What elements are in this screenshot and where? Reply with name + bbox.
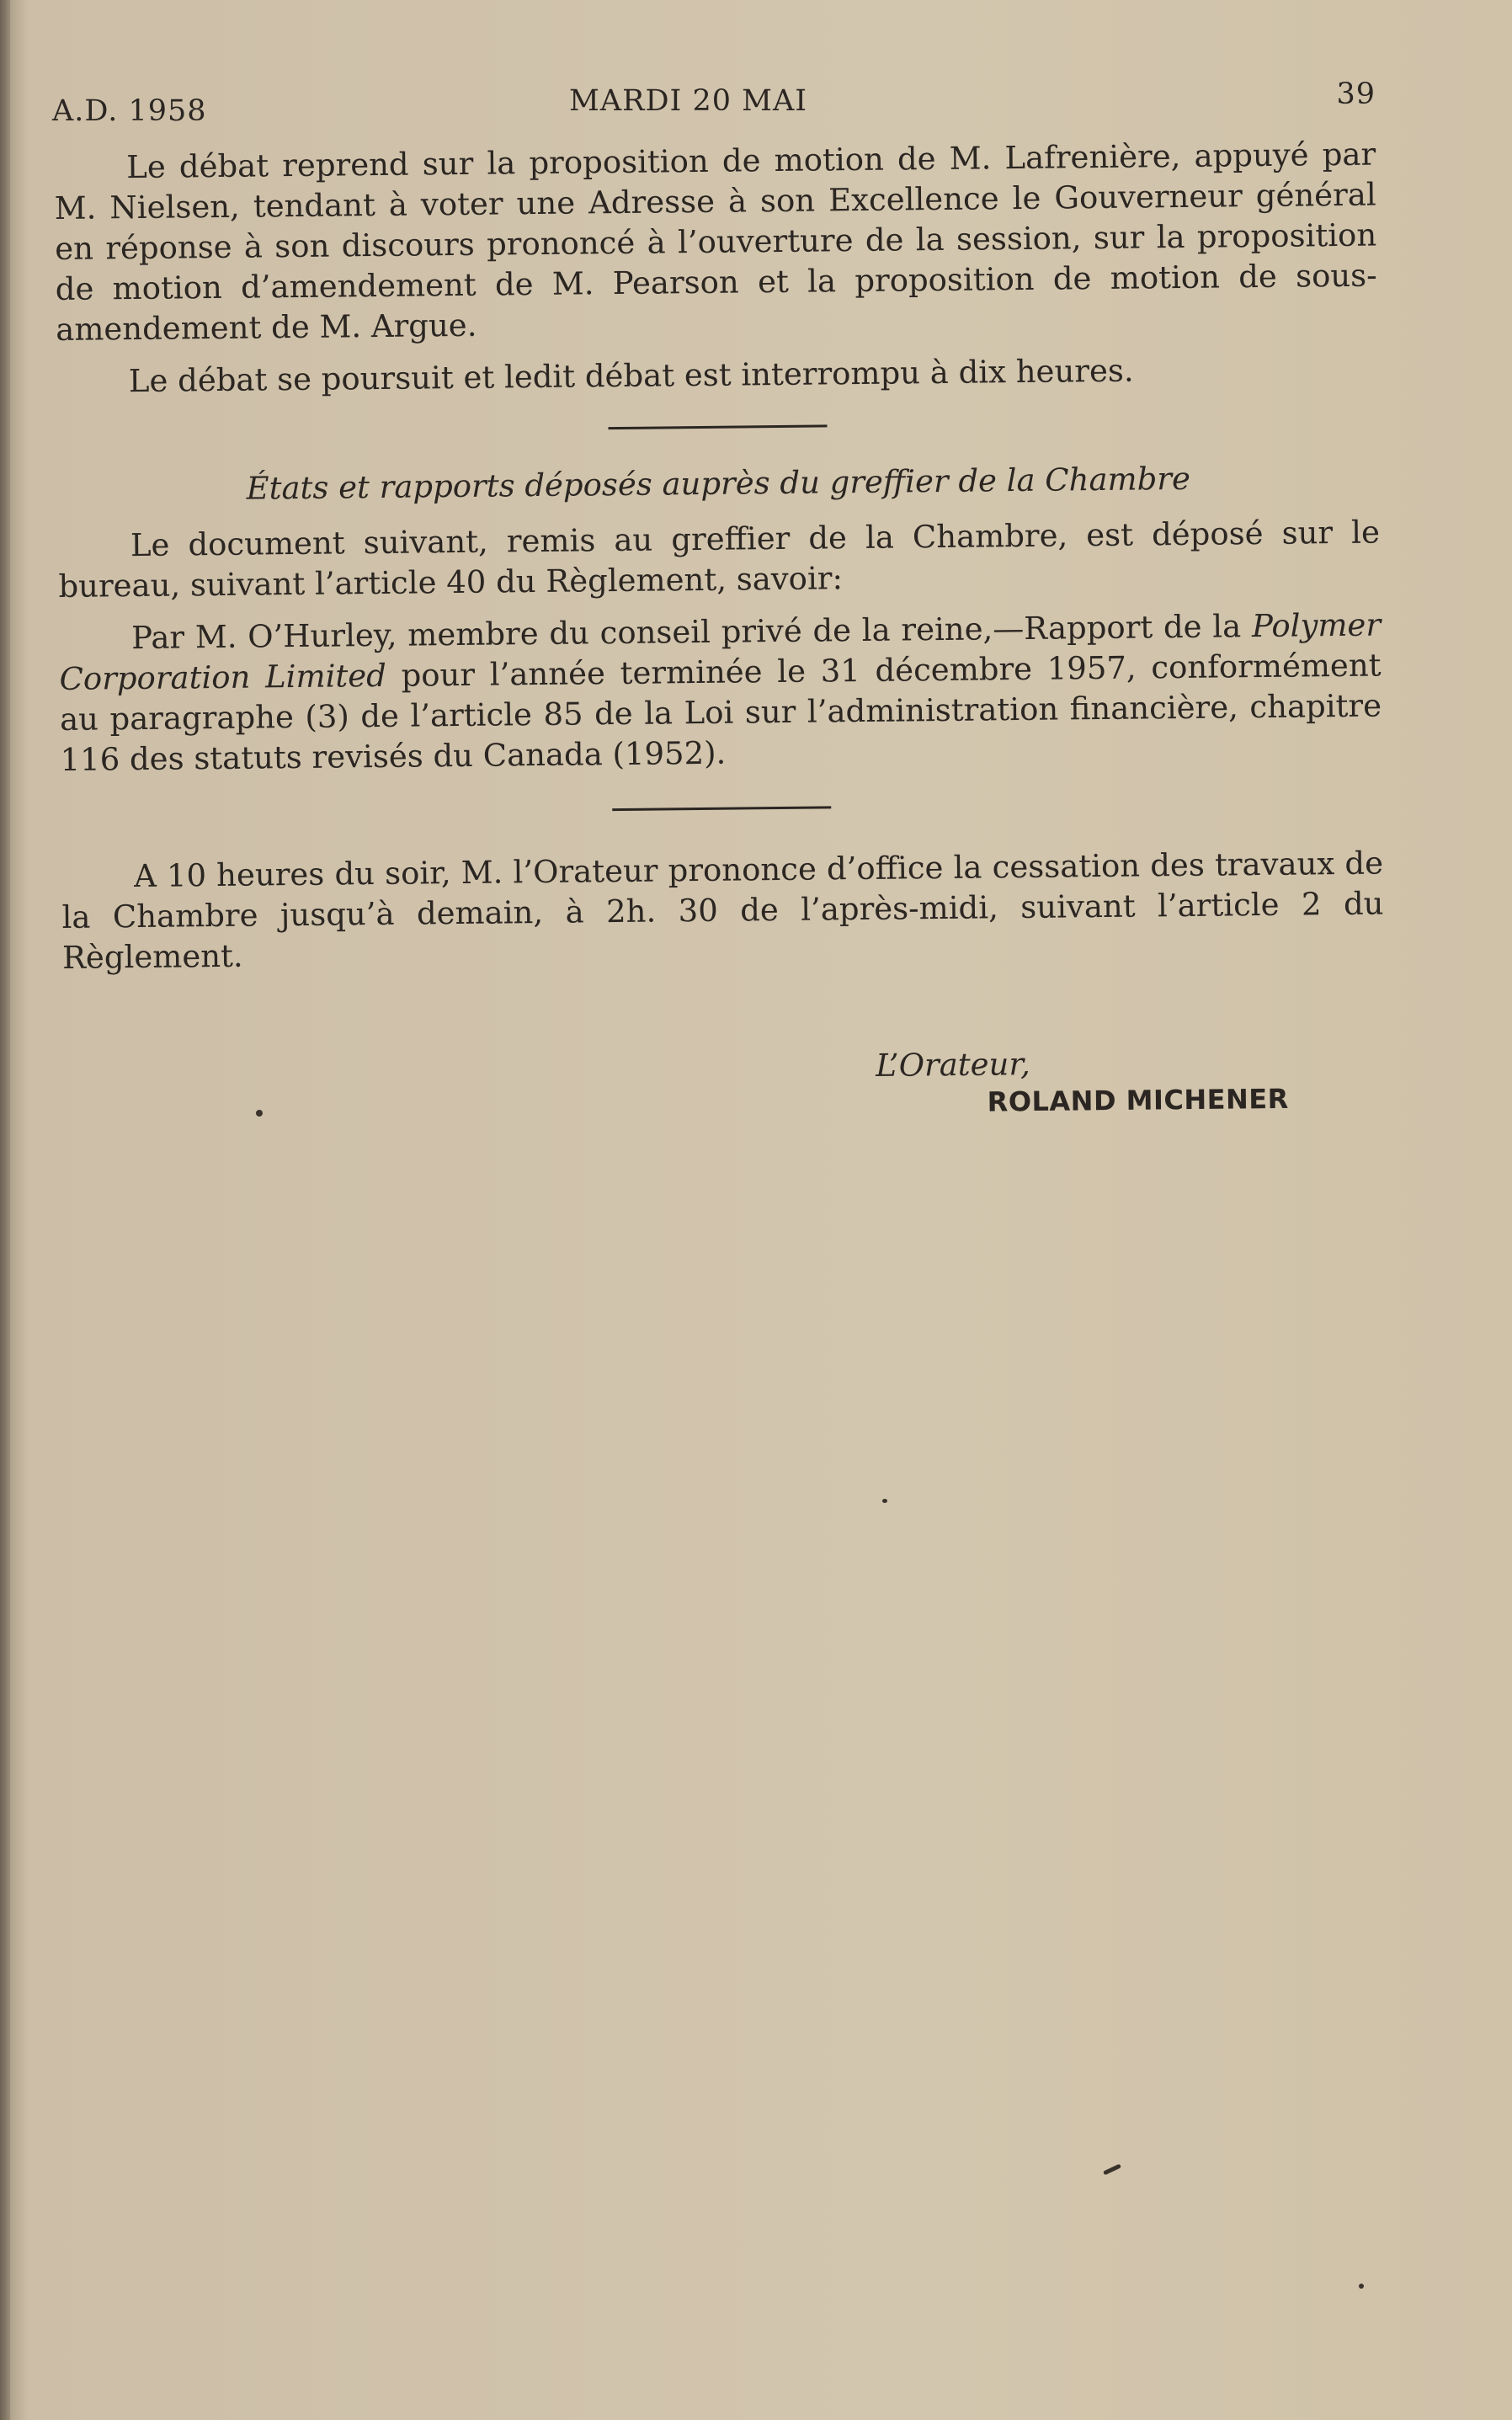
paper-speck: [882, 1499, 887, 1503]
section-divider: [609, 424, 828, 429]
section-heading: États et rapports déposés auprès du greffier de la Chambre: [246, 460, 1191, 507]
report-text-end: pour l’année terminée le 31 décembre 1957, conformément au paragraphe (3) de l’article 85 de la Loi sur l’administration financière, chapitre 116 des statuts revisés du Canada (1952).: [59, 647, 1382, 778]
paper-speck: [1359, 2284, 1364, 2289]
signature-block: [876, 1042, 1382, 1122]
book-spine-shadow: [0, 0, 10, 2420]
journal-entries: [54, 135, 1384, 990]
page-number: 39: [1336, 77, 1376, 111]
paragraph-debate-interrupted: Le débat se poursuit et ledit débat est interrompu à dix heures.: [128, 352, 1134, 400]
header-date: MARDI 20 MAI: [569, 84, 808, 118]
paragraph-report: [59, 605, 1382, 781]
paragraph-adjournment: A 10 heures du soir, M. l’Orateur prononce d’office la cessation des travaux de la Chambre jusqu’à demain, à 2h. 30 de l’après-midi, suivant l’article 2 du Règlement.: [61, 845, 1384, 976]
header-year: A.D. 1958: [52, 94, 207, 128]
paragraph-document-tabled: Le document suivant, remis au greffier de la Chambre, est déposé sur le bureau, suivant l’article 40 du Règlement, savoir:: [58, 514, 1381, 605]
section-divider-2: [612, 806, 831, 811]
report-text-start: Par M. O’Hurley, membre du conseil privé de la reine,—Rapport de la: [130, 608, 1253, 657]
paper-speck: [256, 1110, 263, 1117]
running-head: [52, 77, 1376, 128]
report-company-name: Polymer Corporation Limited: [59, 606, 1382, 697]
signature-title: L’Orateur,: [876, 1046, 1030, 1084]
paragraph-debate-resumes: Le débat reprend sur la proposition de motion de M. Lafrenière, appuyé par M. Nielsen, tendant à voter une Adresse à son Excellence le Gouverneur général en réponse à son discours prononcé à l’ouverture de la session, sur la proposition de motion d’amendement de M. Pearson et la proposition de motion de sous-amendement de M. Argue.: [54, 136, 1377, 348]
signature-name: ROLAND MICHENER: [987, 1082, 1290, 1118]
